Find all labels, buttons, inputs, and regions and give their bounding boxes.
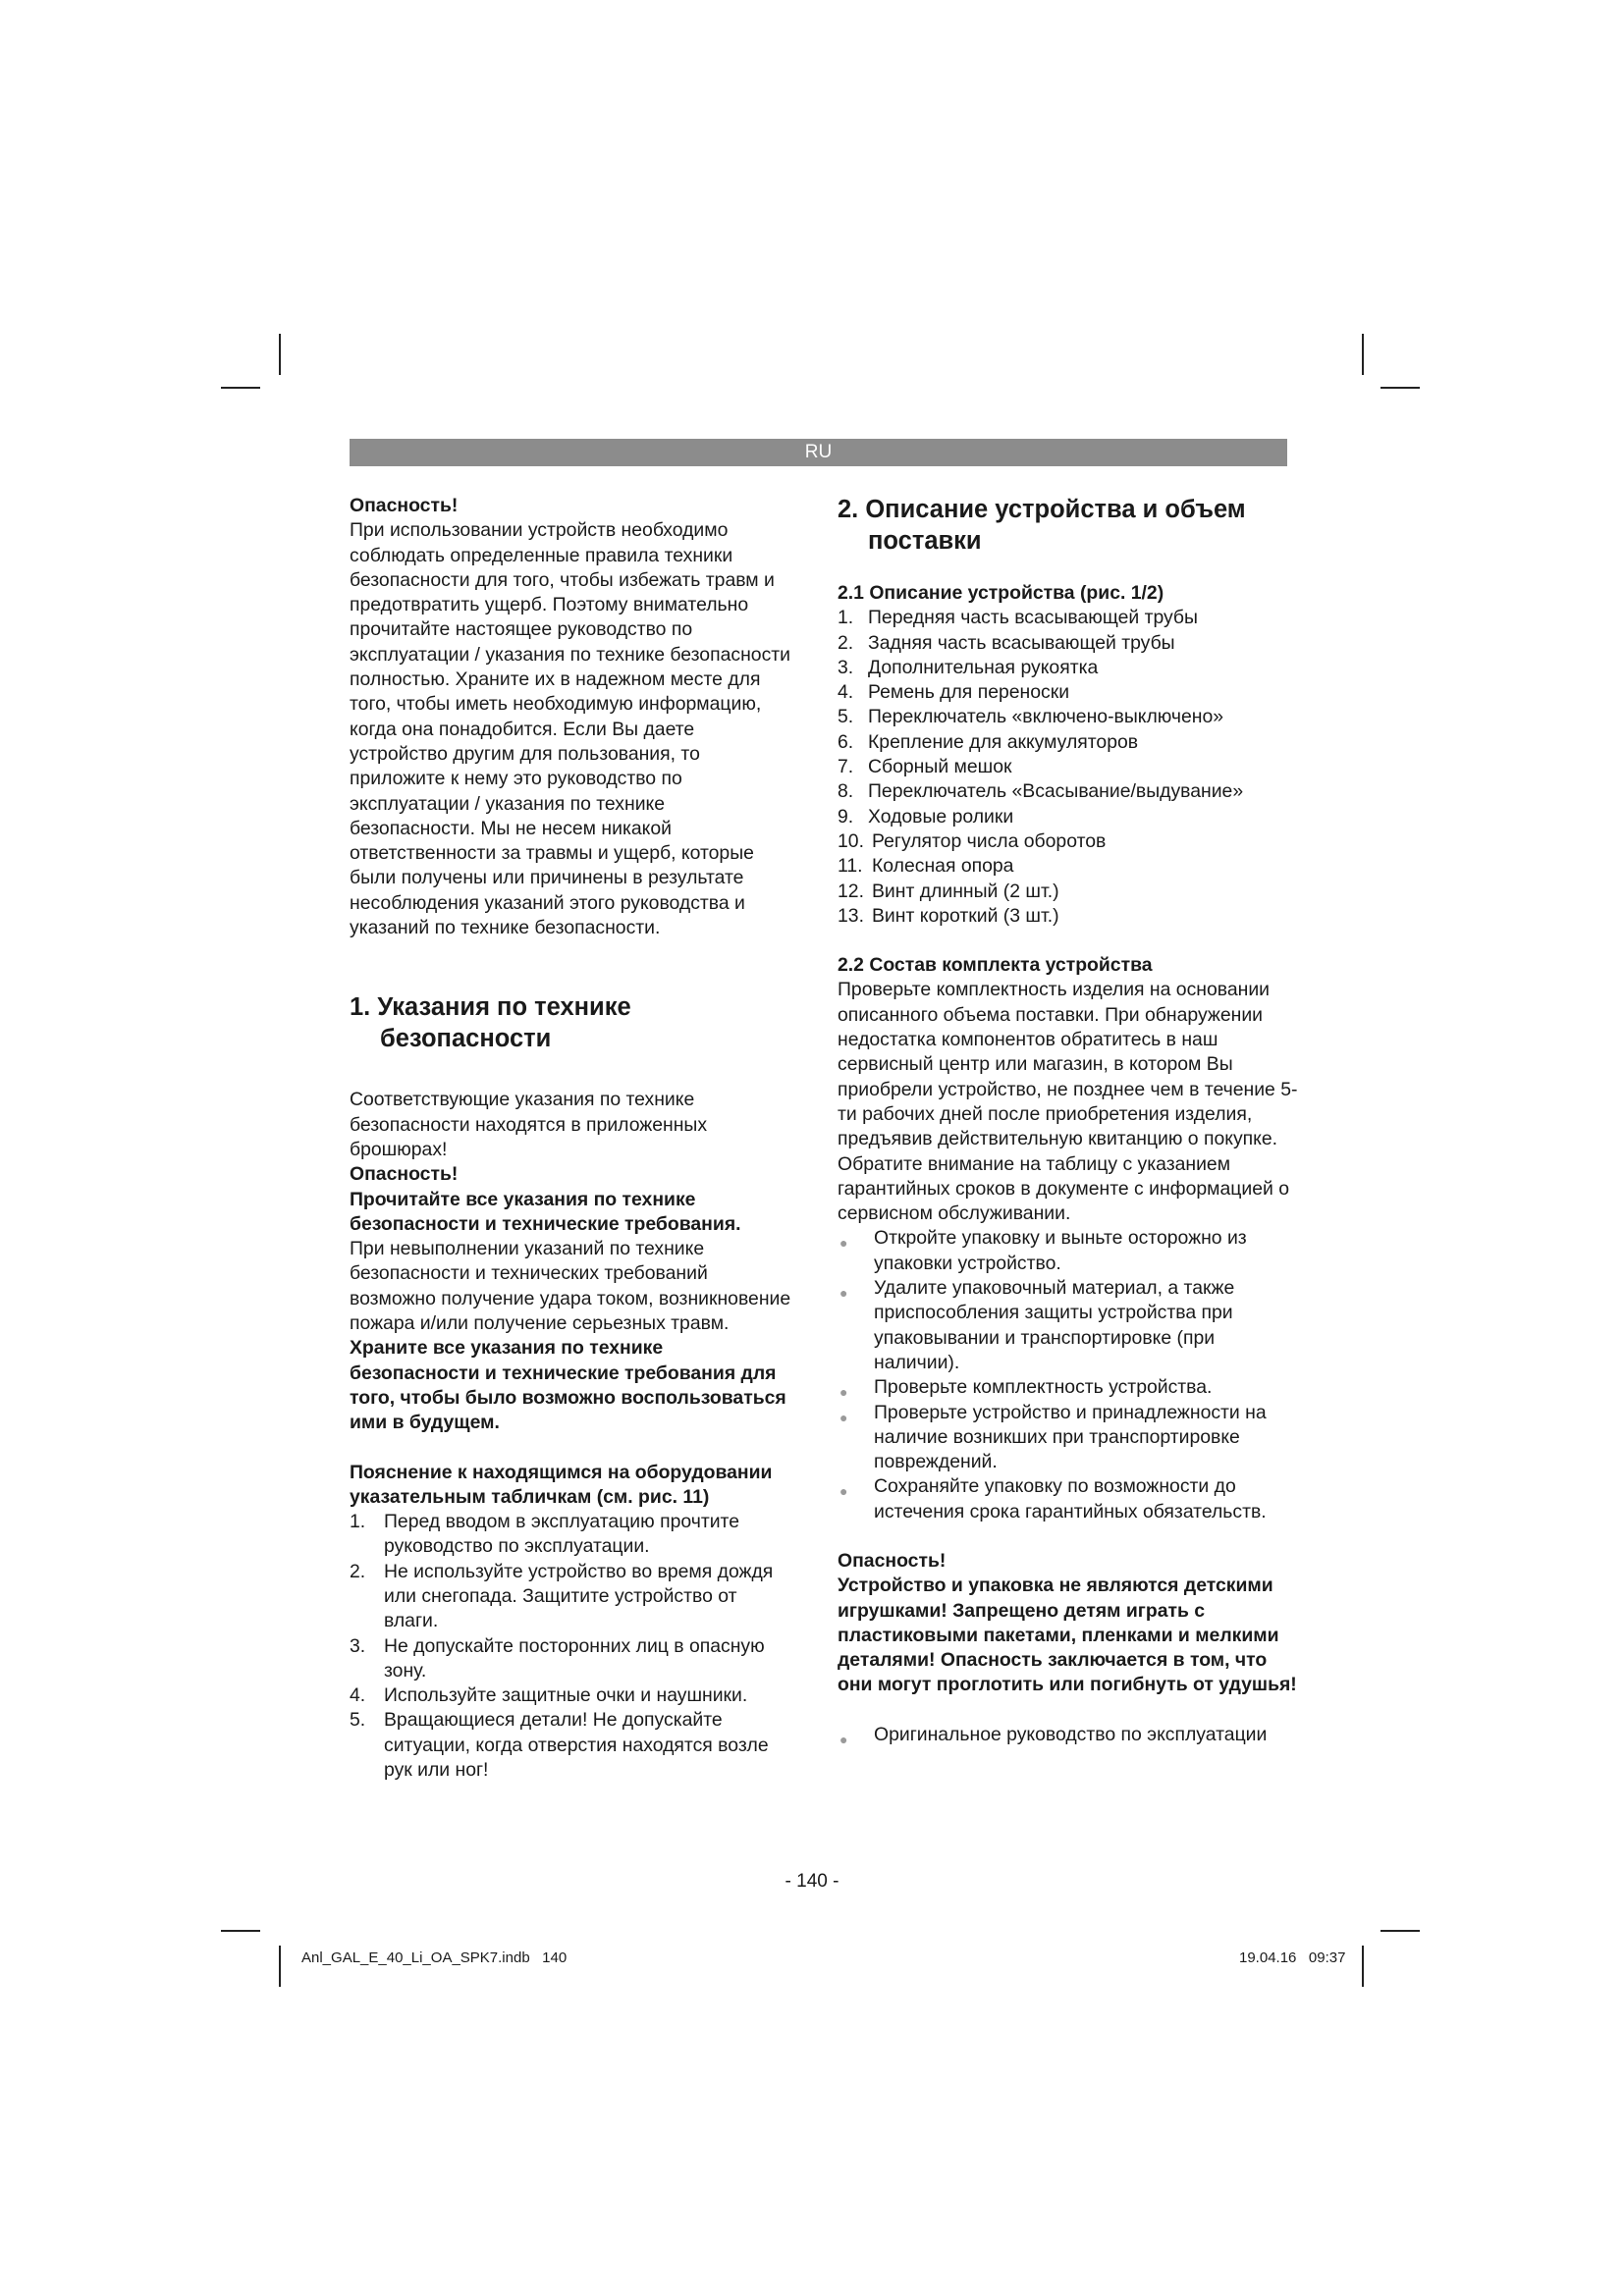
item-text: Переключатель «включено-выключено»: [868, 706, 1224, 728]
item-number: 10.: [838, 829, 864, 852]
labels-list: [350, 1510, 791, 1783]
crop-mark: [279, 1946, 281, 1987]
left-column: [350, 494, 791, 1783]
list-item: [838, 805, 1299, 829]
item-number: 7.: [838, 756, 854, 778]
bullet-icon: ●: [839, 1235, 848, 1252]
item-text: Колесная опора: [872, 855, 1014, 878]
section-1-text: Соответствующие указания по технике безопасности находятся в приложенных брошюрах!: [350, 1089, 708, 1160]
item-text: Передняя часть всасывающей трубы: [868, 607, 1198, 629]
danger3-title: Опасность!: [838, 1549, 947, 1572]
list-item: [838, 1723, 1299, 1747]
list-item: [838, 1474, 1299, 1524]
danger3-text: Устройство и упаковка не являются детскими игрушками! Запрещено детям играть с пластиковыми пакетами, пленками и мелкими деталями! Опасность заключается в том, что они могут проглотить или погибнуть от удушья!: [838, 1575, 1297, 1696]
item-number: 1.: [350, 1511, 366, 1533]
item-text: Проверьте устройство и принадлежности на наличие возникших при транспортировке повреждений.: [874, 1401, 1267, 1473]
list-item: [838, 829, 1299, 854]
item-number: 3.: [838, 656, 854, 678]
list-item: [838, 631, 1299, 656]
item-text: Винт длинный (2 шт.): [872, 880, 1059, 902]
crop-mark: [1380, 387, 1420, 389]
list-item: [838, 904, 1299, 929]
item-number: 5.: [838, 706, 854, 728]
extras-list: [838, 1723, 1299, 1747]
item-number: 6.: [838, 730, 854, 753]
parts-list: [838, 606, 1299, 929]
item-text: Откройте упаковку и выньте осторожно из упаковки устройство.: [874, 1227, 1247, 1274]
footer-datetime: 19.04.16 09:37: [1239, 1949, 1346, 1966]
list-item: [838, 1276, 1299, 1375]
item-text: Винт короткий (3 шт.): [872, 904, 1059, 927]
item-text: Задняя часть всасывающей трубы: [868, 631, 1175, 654]
language-header: RU: [350, 439, 1287, 466]
item-number: 2.: [350, 1560, 366, 1582]
danger2-plain: При невыполнении указаний по технике безопасности и технических требований возможно получение удара током, возникновение пожара и/или получение серьезных травм.: [350, 1238, 791, 1335]
item-text: Регулятор числа оборотов: [872, 829, 1107, 852]
item-text: Перед вводом в эксплуатацию прочтите руководство по эксплуатации.: [384, 1511, 739, 1558]
item-number: 11.: [838, 855, 863, 878]
unpacking-steps: [838, 1226, 1299, 1524]
list-item: [838, 656, 1299, 680]
list-item: [838, 755, 1299, 779]
list-item: [838, 730, 1299, 755]
item-number: 1.: [838, 607, 854, 629]
item-text: Вращающиеся детали! Не допускайте ситуации, когда отверстия находятся возле рук или ног!: [384, 1709, 769, 1782]
crop-mark: [279, 334, 281, 375]
item-text: Удалите упаковочный материал, а также приспособления защиты устройства при упаковывании и транспортировке (при наличии).: [874, 1277, 1235, 1373]
item-text: Сохраняйте упаковку по возможности до истечения срока гарантийных обязательств.: [874, 1475, 1267, 1522]
list-item: [838, 854, 1299, 879]
item-text: Сборный мешок: [868, 756, 1012, 778]
list-item: [838, 1401, 1299, 1475]
danger-text: При использовании устройств необходимо соблюдать определенные правила техники безопасности для того, чтобы избежать травм и предотвратить ущерб. Поэтому внимательно прочитайте настоящее руководство по эксплуатации / указания по технике безопасности полностью. Храните их в надежном месте для того, чтобы иметь необходимую информацию, когда она понадобится. Если Вы даете устройство другим для пользования, то приложите к нему это руководство по эксплуатации / указания по технике безопасности. Мы не несем никакой ответственности за травмы и ущерб, которые были получены или причинены в результате несоблюдения указаний этого руководства и указаний по технике безопасности.: [350, 519, 790, 939]
list-item: [838, 680, 1299, 705]
crop-mark: [1380, 1930, 1420, 1932]
item-text: Не используйте устройство во время дождя или снегопада. Защитите устройство от влаги.: [384, 1560, 774, 1632]
item-text: Используйте защитные очки и наушники.: [384, 1684, 748, 1707]
bullet-icon: ●: [839, 1483, 848, 1500]
item-text: Переключатель «Всасывание/выдувание»: [868, 780, 1244, 803]
section-2-title: 2. Описание устройства и объем поставки: [838, 496, 1246, 555]
bullet-icon: ●: [839, 1731, 848, 1747]
item-text: Ходовые ролики: [868, 805, 1014, 828]
bullet-icon: ●: [839, 1384, 848, 1401]
crop-mark: [1362, 1946, 1364, 1987]
danger2-bold: Прочитайте все указания по технике безопасности и технические требования.: [350, 1188, 741, 1235]
item-number: 2.: [838, 631, 854, 654]
item-number: 3.: [350, 1634, 366, 1657]
item-text: Не допускайте посторонних лиц в опасную зону.: [384, 1634, 765, 1682]
item-text: Проверьте комплектность устройства.: [874, 1376, 1213, 1399]
subsection-2-2-title: 2.2 Состав комплекта устройства: [838, 954, 1153, 977]
list-item: [350, 1634, 791, 1684]
page-number: - 140 -: [785, 1871, 839, 1892]
item-text: Ремень для переноски: [868, 681, 1070, 704]
danger2-text: [350, 1237, 791, 1435]
item-number: 4.: [838, 681, 854, 704]
list-item: [838, 705, 1299, 729]
subsection-2-1-title: 2.1 Описание устройства (рис. 1/2): [838, 582, 1164, 604]
bullet-icon: ●: [839, 1285, 848, 1302]
footer-filename: Anl_GAL_E_40_Li_OA_SPK7.indb 140: [301, 1949, 568, 1966]
bullet-icon: ●: [839, 1409, 848, 1425]
item-text: Дополнительная рукоятка: [868, 656, 1099, 678]
item-text: Крепление для аккумуляторов: [868, 730, 1139, 753]
list-item: [350, 1510, 791, 1560]
crop-mark: [221, 1930, 260, 1932]
danger-title: Опасность!: [350, 495, 459, 516]
list-item: [838, 779, 1299, 804]
list-item: [838, 1375, 1299, 1400]
labels-title: Пояснение к находящимся на оборудовании указательным табличкам (см. рис. 11): [350, 1461, 773, 1508]
list-item: [350, 1683, 791, 1708]
item-text: Оригинальное руководство по эксплуатации: [874, 1723, 1268, 1745]
list-item: [838, 1226, 1299, 1276]
list-item: [838, 880, 1299, 904]
item-number: 12.: [838, 880, 864, 902]
item-number: 5.: [350, 1709, 366, 1732]
section-1-title: 1. Указания по технике безопасности: [350, 993, 631, 1053]
item-number: 9.: [838, 805, 854, 828]
crop-mark: [221, 387, 260, 389]
item-number: 13.: [838, 904, 864, 927]
crop-mark: [1362, 334, 1364, 375]
item-number: 8.: [838, 780, 854, 803]
list-item: [838, 606, 1299, 630]
list-item: [350, 1560, 791, 1634]
right-column: [838, 494, 1299, 1747]
list-item: [350, 1708, 791, 1783]
danger2-title: Опасность!: [350, 1163, 459, 1186]
subsection-2-2-text: Проверьте комплектность изделия на основании описанного объема поставки. При обнаружении недостатка компонентов обратитесь в наш сервисный центр или магазин, в котором Вы приобрели устройство, не позднее чем в течение 5-ти рабочих дней после приобретения изделия, предъявив действительную квитанцию о покупке. Обратите внимание на таблицу с указанием гарантийных сроков в документе с информацией о сервисном обслуживании.: [838, 979, 1298, 1225]
danger2-bold-tail: Храните все указания по технике безопасности и технические требования для того, чтобы было возможно воспользоваться ими в будущем.: [350, 1337, 786, 1434]
item-number: 4.: [350, 1684, 366, 1707]
